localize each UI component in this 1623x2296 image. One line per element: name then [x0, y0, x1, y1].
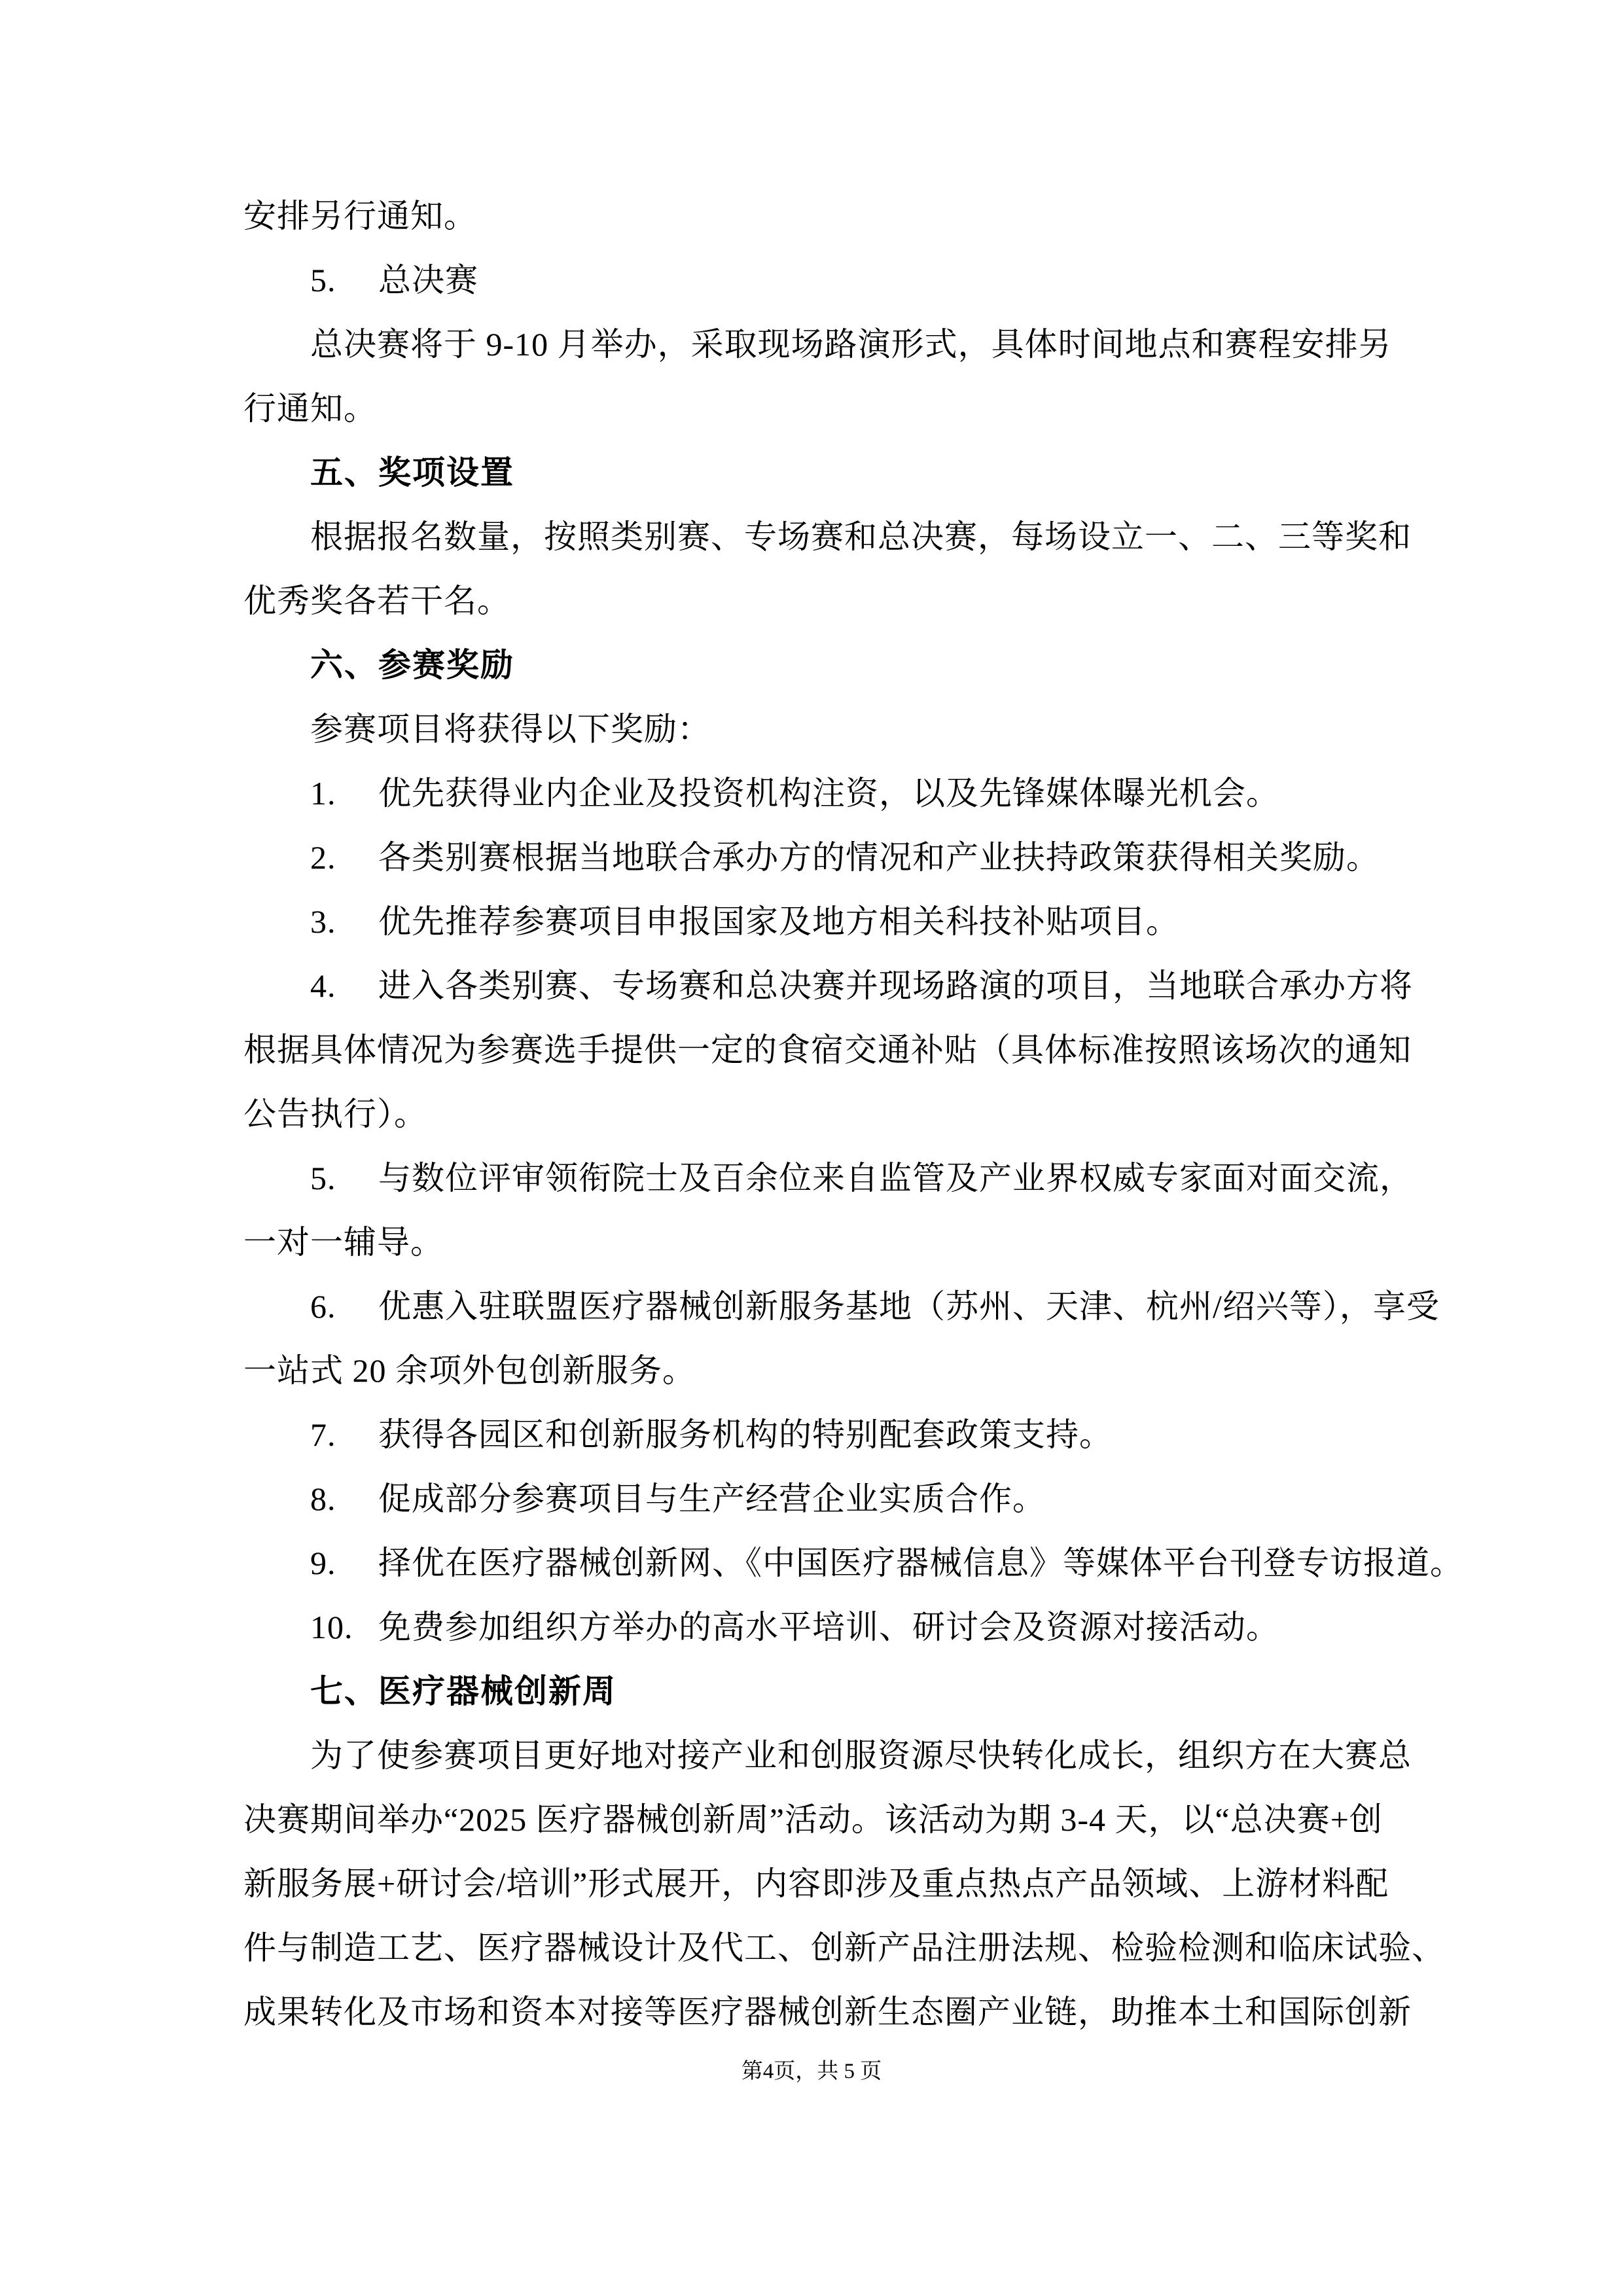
- list-item-text: 促成部分参赛项目与生产经营企业实质合作。: [378, 1480, 1046, 1517]
- list-item-text: 优惠入驻联盟医疗器械创新服务基地（苏州、天津、杭州/绍兴等），享受: [378, 1288, 1440, 1325]
- list-item: [243, 1403, 1381, 1467]
- paragraph-line: 行通知。: [243, 390, 377, 427]
- list-item-number: 6.: [310, 1288, 336, 1325]
- list-item: [243, 761, 1381, 825]
- paragraph-line: 决赛期间举办“2025 医疗器械创新周”活动。该活动为期 3-4 天，以“总决赛+创: [243, 1801, 1383, 1838]
- paragraph-line: 安排另行通知。: [243, 198, 477, 234]
- paragraph-line: 参赛项目将获得以下奖励：: [310, 711, 711, 747]
- paragraph-line: 公告执行）。: [243, 1096, 427, 1132]
- list-item-number: 8.: [310, 1480, 336, 1517]
- list-item-text: 优先获得业内企业及投资机构注资，以及先锋媒体曝光机会。: [378, 775, 1279, 812]
- list-item-number: 7.: [310, 1416, 336, 1453]
- list-item-text: 与数位评审领衔院士及百余位来自监管及产业界权威专家面对面交流，: [378, 1160, 1413, 1196]
- section-heading: 七、医疗器械创新周: [310, 1673, 616, 1710]
- list-item-number: 1.: [310, 775, 336, 812]
- paragraph-line: 一对一辅导。: [243, 1224, 444, 1261]
- document-body: [243, 184, 1463, 2044]
- paragraph-line: 为了使参赛项目更好地对接产业和创服资源尽快转化成长，组织方在大赛总: [310, 1737, 1412, 1774]
- list-item: [243, 1531, 1463, 1595]
- list-item-number: 10.: [310, 1609, 353, 1645]
- paragraph-line: 总决赛将于 9-10 月举办，采取现场路演形式，具体时间地点和赛程安排另: [310, 326, 1392, 363]
- paragraph-line: 新服务展+研讨会/培训”形式展开，内容即涉及重点热点产品领域、上游材料配: [243, 1865, 1389, 1902]
- list-item: [243, 1595, 1381, 1659]
- list-item: [243, 248, 1381, 312]
- list-item-text: 总决赛: [378, 262, 478, 298]
- paragraph-line: 一站式 20 余项外包创新服务。: [243, 1352, 696, 1389]
- list-item-number: 3.: [310, 903, 336, 940]
- paragraph-line: 件与制造工艺、医疗器械设计及代工、创新产品注册法规、检验检测和临床试验、: [243, 1929, 1445, 1966]
- list-item-text: 各类别赛根据当地联合承办方的情况和产业扶持政策获得相关奖励。: [378, 839, 1380, 876]
- paragraph-line: 成果转化及市场和资本对接等医疗器械创新生态圈产业链，助推本土和国际创新: [243, 1994, 1412, 2030]
- page-footer: 第4页，共 5 页: [741, 2060, 882, 2083]
- list-item-number: 5.: [310, 1160, 336, 1196]
- list-item-number: 2.: [310, 839, 336, 876]
- section-heading: 五、奖项设置: [310, 454, 514, 491]
- list-item-number: 9.: [310, 1545, 336, 1581]
- list-item-text: 优先推荐参赛项目申报国家及地方相关科技补贴项目。: [378, 903, 1179, 940]
- list-item: [243, 1467, 1381, 1531]
- list-item-text: 免费参加组织方举办的高水平培训、研讨会及资源对接活动。: [378, 1609, 1279, 1645]
- list-item-text: 获得各园区和创新服务机构的特别配套政策支持。: [378, 1416, 1113, 1453]
- list-item: [243, 1146, 1413, 1210]
- paragraph-line: 优秀奖各若干名。: [243, 583, 510, 619]
- list-item-number: 4.: [310, 967, 336, 1004]
- paragraph-line: 根据具体情况为参赛选手提供一定的食宿交通补贴（具体标准按照该场次的通知: [243, 1031, 1412, 1068]
- list-item: [243, 1274, 1440, 1338]
- list-item-text: 择优在医疗器械创新网、《中国医疗器械信息》等媒体平台刊登专访报道。: [378, 1545, 1463, 1581]
- list-item-number: 5.: [310, 262, 336, 298]
- list-item-text: 进入各类别赛、专场赛和总决赛并现场路演的项目，当地联合承办方将: [378, 967, 1413, 1004]
- list-item: [243, 825, 1381, 889]
- section-heading: 六、参赛奖励: [310, 647, 514, 683]
- paragraph-line: 根据报名数量，按照类别赛、专场赛和总决赛，每场设立一、二、三等奖和: [310, 518, 1412, 555]
- list-item: [243, 954, 1413, 1018]
- list-item: [243, 889, 1381, 954]
